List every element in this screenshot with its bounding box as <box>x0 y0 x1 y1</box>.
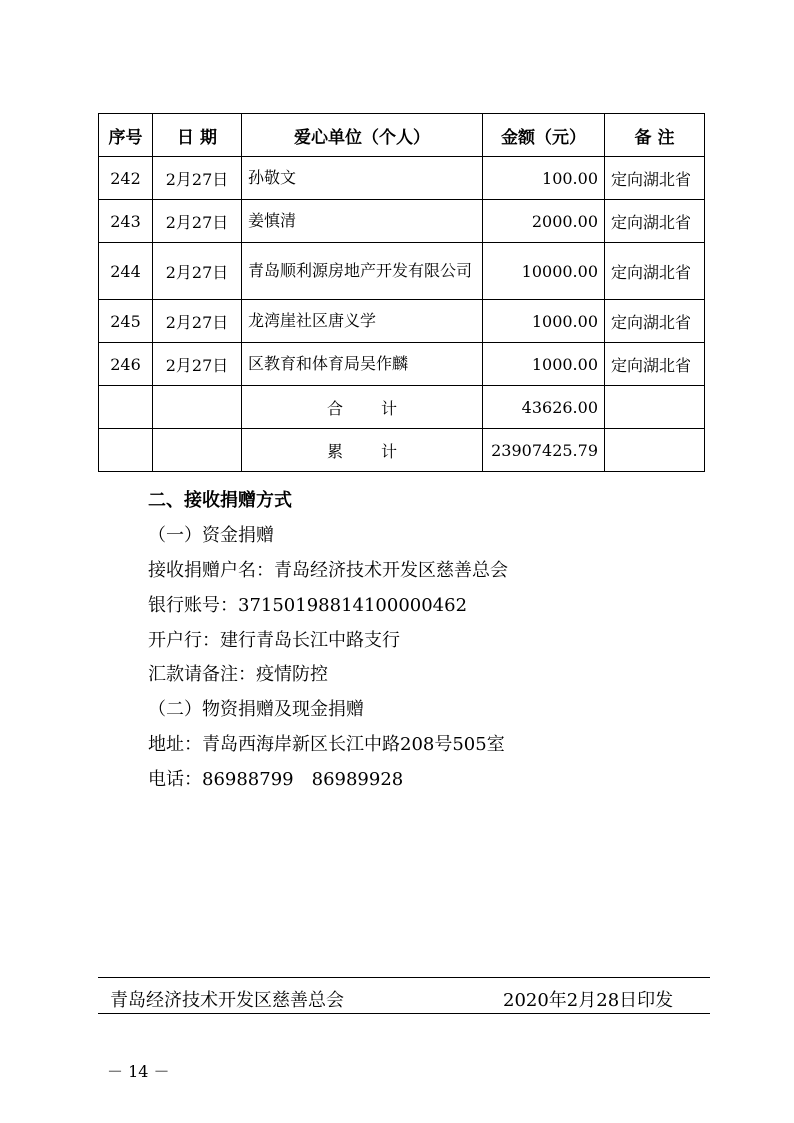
footer-top-rule <box>98 977 710 978</box>
remittance-remark: 汇款请备注：疫情防控 <box>148 664 328 685</box>
empty-cell <box>605 429 705 472</box>
row-amount: 1000.00 <box>483 343 605 386</box>
row-amount: 100.00 <box>483 157 605 200</box>
row-note: 定向湖北省 <box>605 243 705 300</box>
row-amount: 10000.00 <box>483 243 605 300</box>
header-amount: 金额（元） <box>483 114 605 157</box>
header-seq: 序号 <box>99 114 153 157</box>
row-donor: 区教育和体育局吴作麟 <box>242 343 483 386</box>
table-row <box>99 343 705 386</box>
row-date: 2月27日 <box>153 200 242 243</box>
page-number: － 14 － <box>107 1062 170 1081</box>
row-seq: 246 <box>99 343 153 386</box>
row-note: 定向湖北省 <box>605 343 705 386</box>
empty-cell <box>99 386 153 429</box>
table-header-row <box>99 114 705 157</box>
footer-org: 青岛经济技术开发区慈善总会 <box>110 990 344 1011</box>
phone: 电话：86988799 86989928 <box>148 769 404 790</box>
empty-cell <box>153 429 242 472</box>
row-note: 定向湖北省 <box>605 300 705 343</box>
table-row <box>99 157 705 200</box>
row-date: 2月27日 <box>153 157 242 200</box>
account-name: 接收捐赠户名：青岛经济技术开发区慈善总会 <box>148 560 508 581</box>
row-date: 2月27日 <box>153 343 242 386</box>
footer-bottom-rule <box>98 1013 710 1014</box>
row-date: 2月27日 <box>153 243 242 300</box>
row-note: 定向湖北省 <box>605 200 705 243</box>
table-row <box>99 300 705 343</box>
total-label: 累 计 <box>242 429 483 472</box>
total-row <box>99 429 705 472</box>
row-donor: 青岛顺利源房地产开发有限公司 <box>242 243 483 300</box>
row-donor: 姜慎清 <box>242 200 483 243</box>
header-date: 日 期 <box>153 114 242 157</box>
row-amount: 2000.00 <box>483 200 605 243</box>
empty-cell <box>153 386 242 429</box>
table-row <box>99 243 705 300</box>
row-donor: 孙敬文 <box>242 157 483 200</box>
total-amount: 23907425.79 <box>483 429 605 472</box>
subtotal-row <box>99 386 705 429</box>
row-date: 2月27日 <box>153 300 242 343</box>
row-amount: 1000.00 <box>483 300 605 343</box>
empty-cell <box>605 386 705 429</box>
bank-name: 开户行：建行青岛长江中路支行 <box>148 630 400 651</box>
subtotal-label: 合 计 <box>242 386 483 429</box>
header-note: 备 注 <box>605 114 705 157</box>
row-seq: 244 <box>99 243 153 300</box>
donation-table <box>98 113 705 472</box>
subsection-goods: （二）物资捐赠及现金捐赠 <box>148 699 364 720</box>
row-note: 定向湖北省 <box>605 157 705 200</box>
row-donor: 龙湾崖社区唐义学 <box>242 300 483 343</box>
header-donor: 爱心单位（个人） <box>242 114 483 157</box>
section-heading: 二、接收捐赠方式 <box>148 490 292 511</box>
subtotal-amount: 43626.00 <box>483 386 605 429</box>
address: 地址：青岛西海岸新区长江中路208号505室 <box>148 734 505 755</box>
row-seq: 243 <box>99 200 153 243</box>
footer-date: 2020年2月28日印发 <box>503 990 674 1011</box>
row-seq: 242 <box>99 157 153 200</box>
empty-cell <box>99 429 153 472</box>
subsection-fund: （一）资金捐赠 <box>148 525 274 546</box>
account-number: 银行账号：37150198814100000462 <box>148 595 468 616</box>
row-seq: 245 <box>99 300 153 343</box>
table-row <box>99 200 705 243</box>
